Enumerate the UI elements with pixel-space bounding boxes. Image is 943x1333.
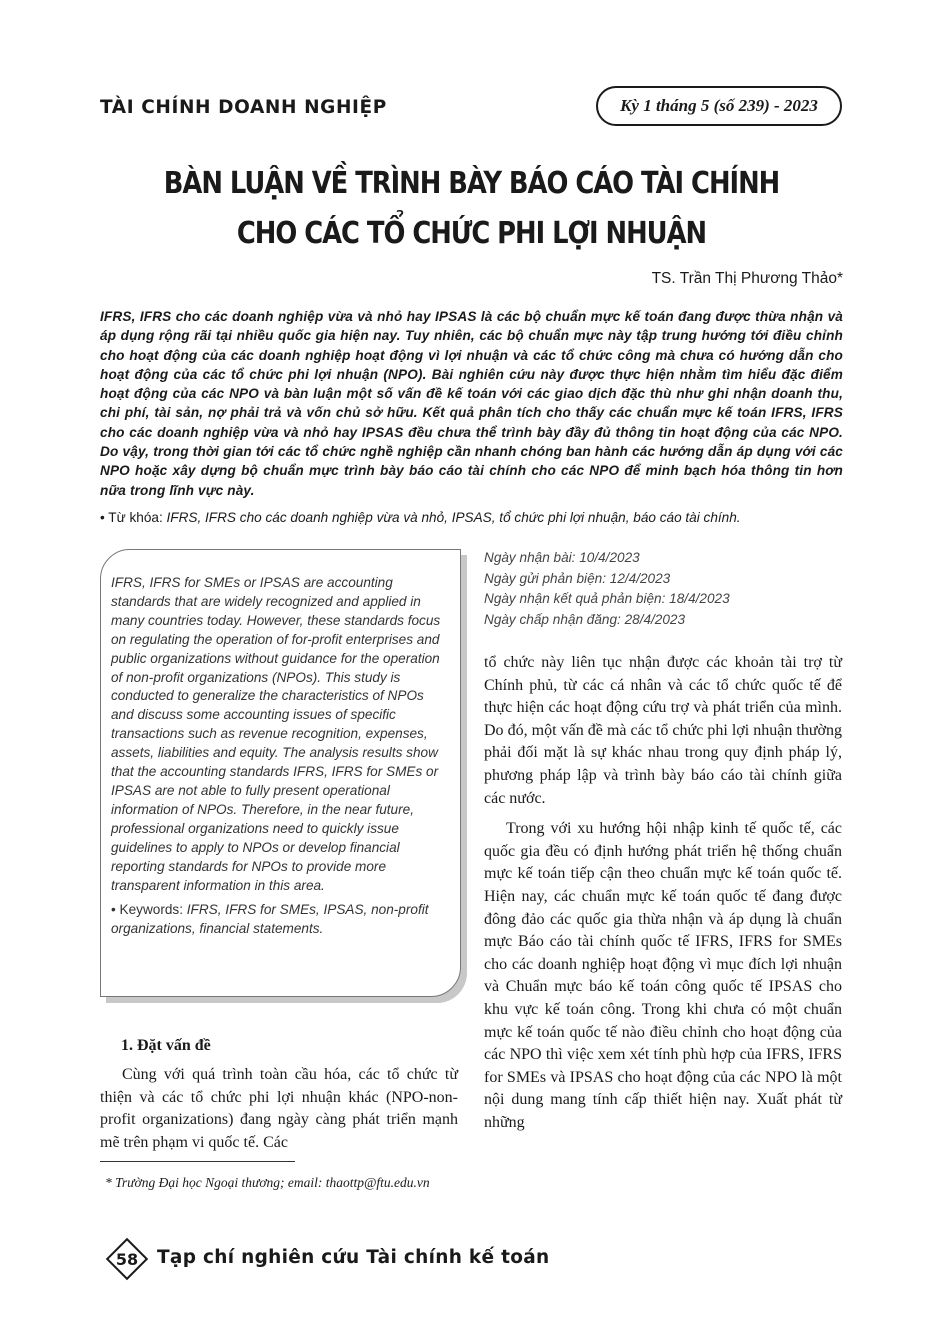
section-heading: 1. Đặt vấn đề bbox=[121, 1037, 211, 1054]
journal-name: Tạp chí nghiên cứu Tài chính kế toán bbox=[157, 1247, 550, 1268]
submission-dates bbox=[484, 548, 730, 630]
abstract-vietnamese: IFRS, IFRS cho các doanh nghiệp vừa và nhỏ hay IPSAS là các bộ chuẩn mực kế toán đang được thừa nhận và áp dụng rộng rãi tại nhiều quốc gia hiện nay. Tuy nhiên, các bộ chuẩn mực này tập trung hướng tới điều chỉnh cho hoạt động của các doanh nghiệp hoạt động vì lợi nhuận và các tổ chức công mà chưa có hướng dẫn cho hoạt động của các tổ chức phi lợi nhuận (NPO). Bài nghiên cứu này được thực hiện nhằm tìm hiểu đặc điểm hoạt động của các NPO và bàn luận một số vấn đề kế toán với các giao dịch đặc thù như ghi nhận doanh thu, chi phí, tài sản, nợ phải trả và vốn chủ sở hữu. Kết quả phân tích cho thấy các chuẩn mực kế toán IFRS, IFRS cho các doanh nghiệp vừa và nhỏ hay IPSAS đều chưa thể trình bày đầy đủ thông tin hoạt động của các NPO. Do vậy, trong thời gian tới các tổ chức nghề nghiệp cần nhanh chóng ban hành các hướng dẫn áp dụng với các NPO hoặc xây dựng bộ chuẩn mực trình bày báo cáo tài chính cho các NPO để minh bạch hóa thông tin hơn nữa trong lĩnh vực này. bbox=[100, 309, 843, 498]
keywords-en-label: • Keywords: bbox=[111, 902, 187, 918]
right-paragraph-1: tổ chức này liên tục nhận được các khoản tài trợ từ Chính phủ, từ các cá nhân và các tổ chức quốc tế để thực hiện các hoạt động cứu trợ và phát triển của mình. Do đó, một vấn đề mà các tổ chức phi lợi nhuận thường phải đối mặt là sự khác nhau trong quy định pháp lý, phương pháp lập và trình bày báo cáo tài chính giữa các nước. bbox=[484, 654, 842, 807]
page-number: 58 bbox=[115, 1249, 139, 1269]
keywords-vietnamese bbox=[100, 510, 843, 525]
date-review-result: Ngày nhận kết quả phản biện: 18/4/2023 bbox=[484, 591, 730, 606]
date-accepted: Ngày chấp nhận đăng: 28/4/2023 bbox=[484, 611, 686, 627]
keywords-vi-text: IFRS, IFRS cho các doanh nghiệp vừa và nhỏ, IPSAS, tổ chức phi lợi nhuận, báo cáo tài chính. bbox=[166, 510, 741, 525]
author-name: TS. Trần Thị Phương Thảo* bbox=[651, 270, 843, 287]
abstract-english: IFRS, IFRS for SMEs or IPSAS are accounting standards that are widely recognized and applied in many countries today. However, these standards focus on regulating the operation of for-profit enterprises and public organizations without guidance for the operation of non-profit organizations (NPOs). This study is conducted to generalize the characteristics of NPOs and discuss some accounting issues of specific transactions such as revenue recognition, expenses, assets, liabilities and equity. The analysis results show that the accounting standards IFRS, IFRS for SMEs or IPSAS are not able to fully present operational information of NPOs. Therefore, in the near future, professional organizations need to quickly issue guidelines to apply to NPOs or develop financial reporting standards for NPOs to provide more transparent information in this area. bbox=[111, 575, 441, 893]
keywords-en-text: IFRS, IFRS for SMEs, IPSAS, non-profit organizations, financial statements. bbox=[111, 902, 429, 937]
right-column bbox=[484, 652, 842, 1134]
footnote-divider bbox=[100, 1161, 295, 1162]
page-number-badge bbox=[107, 1239, 147, 1279]
english-abstract-box bbox=[100, 549, 461, 997]
section-label: TÀI CHÍNH DOANH NGHIỆP bbox=[100, 97, 387, 118]
left-paragraph-1: Cùng với quá trình toàn cầu hóa, các tổ chức từ thiện và các tổ chức phi lợi nhuận khác (NPO-non-profit organizations) đang ngày càng phát triển mạnh mẽ trên phạm vi quốc tế. Các bbox=[100, 1066, 458, 1151]
date-received: Ngày nhận bài: 10/4/2023 bbox=[484, 550, 640, 565]
right-paragraph-2: Trong với xu hướng hội nhập kinh tế quốc tế, các quốc gia đều có định hướng phát triển hệ thống chuẩn mực kế toán tiếp cận theo chuẩn mực kế toán quốc tế. Hiện nay, các chuẩn mực kế toán quốc tế đang được đông đảo các quốc gia thừa nhận và áp dụng là chuẩn mực Báo cáo tài chính quốc tế IFRS, IFRS for SMEs cho các doanh nghiệp hoạt động vì mục đích lợi nhuận và Chuẩn mực báo kế toán công quốc tế IPSAS cho khu vực kế toán công. Trong khi chưa có một chuẩn mực kế toán quốc tế nào điều chỉnh cho hoạt động của các NPO thì việc xem xét tính phù hợp của IFRS, IFRS for SMEs và IPSAS cho hoạt động của các NPO là một nội dung mang tính cấp thiết hiện nay. Xuất phát từ những bbox=[484, 820, 842, 1131]
article-title-line1: BÀN LUẬN VỀ TRÌNH BÀY BÁO CÁO TÀI CHÍNH bbox=[163, 166, 780, 201]
article-title-line2: CHO CÁC TỔ CHỨC PHI LỢI NHUẬN bbox=[236, 216, 707, 251]
keywords-vi-label: • Từ khóa: bbox=[100, 510, 167, 525]
footnote: * Trường Đại học Ngoại thương; email: thaottp@ftu.edu.vn bbox=[105, 1175, 430, 1190]
keywords-english bbox=[111, 901, 450, 939]
date-sent-review: Ngày gửi phản biện: 12/4/2023 bbox=[484, 570, 671, 586]
issue-badge: Kỳ 1 tháng 5 (số 239) - 2023 bbox=[596, 86, 842, 126]
